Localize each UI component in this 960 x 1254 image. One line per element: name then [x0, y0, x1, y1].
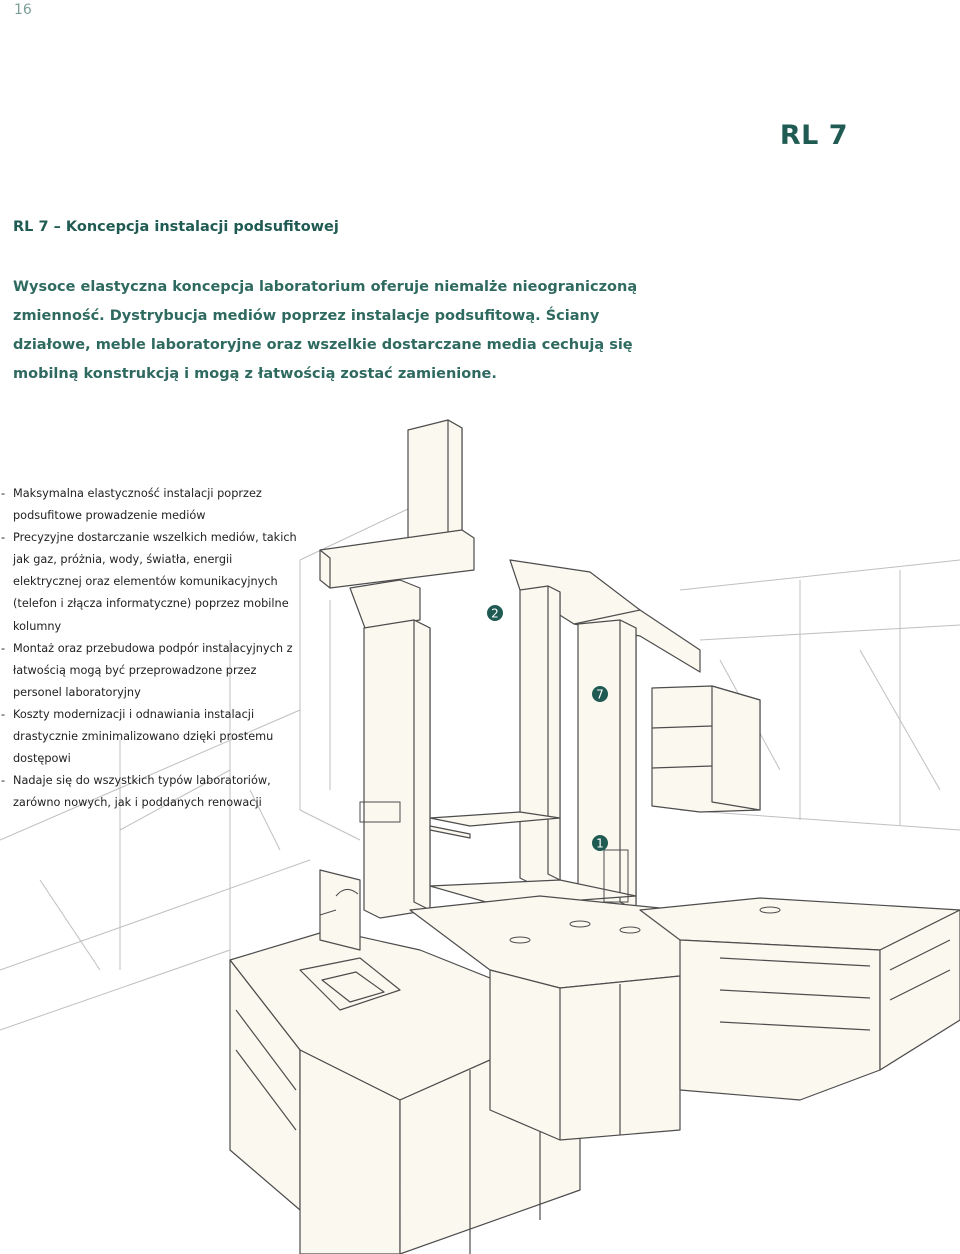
intro-line: mobilną konstrukcją i mogą z łatwością zostać zamienione. [13, 366, 497, 382]
intro-line: działowe, meble laboratoryjne oraz wszelkie dostarczane media cechują się [13, 337, 633, 353]
marker-2 [487, 605, 503, 621]
marker-7 [592, 686, 608, 702]
section-code: RL 7 [779, 120, 848, 151]
feature-item: - Koszty modernizacji i odnawiania instalacji drastycznie zminimalizowano dzięki prostemu dostępowi [0, 704, 300, 770]
marker-7-label: 7 [596, 687, 604, 702]
intro-paragraph [13, 273, 653, 389]
feature-item: - Maksymalna elastyczność instalacji poprzez podsufitowe prowadzenie mediów [0, 483, 300, 527]
intro-line: zmienność. Dystrybucja mediów poprzez instalacje podsufitową. Ściany [13, 308, 600, 324]
feature-item: - Precyzyjne dostarczanie wszelkich mediów, takich jak gaz, próżnia, wody, światła, energii elektrycznej oraz elementów komunikacyjnych (telefon i złącza informatyczne) poprzez mobilne kolumny [0, 527, 300, 637]
marker-1 [592, 835, 608, 851]
marker-1-label: 1 [596, 836, 604, 851]
section-title: RL 7 – Koncepcja instalacji podsufitowej [13, 219, 339, 235]
intro-line: Wysoce elastyczna koncepcja laboratorium oferuje niemalże nieograniczoną [13, 279, 638, 295]
page-number: 16 [14, 2, 32, 18]
feature-item: - Nadaje się do wszystkich typów laboratoriów, zarówno nowych, jak i poddanych renowacji [0, 770, 300, 814]
marker-2-label: 2 [491, 606, 499, 621]
feature-list [0, 483, 300, 814]
feature-item: - Montaż oraz przebudowa podpór instalacyjnych z łatwością mogą być przeprowadzone przez personel laboratoryjny [0, 638, 300, 704]
